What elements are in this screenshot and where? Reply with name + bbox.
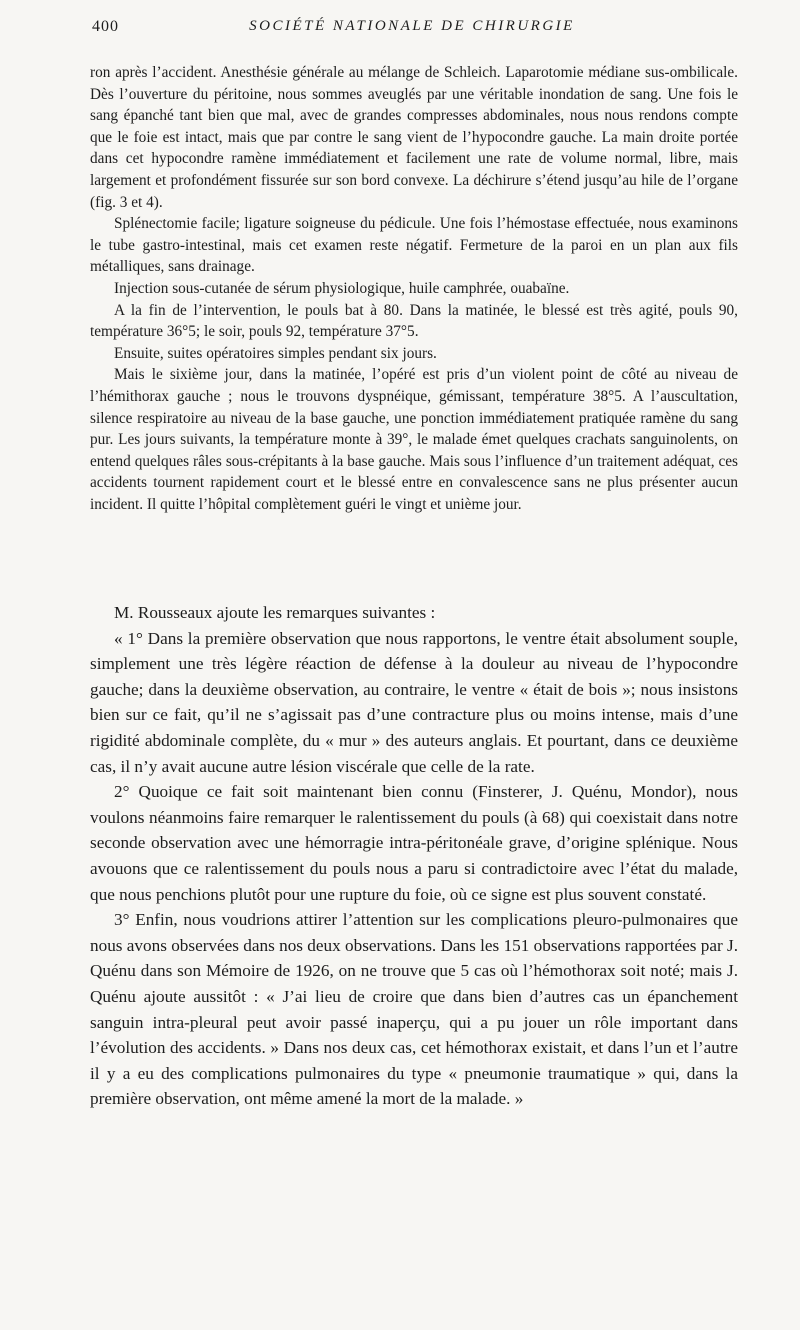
- observation-text: [90, 62, 738, 515]
- paragraph: Ensuite, suites opératoires simples pendant six jours.: [114, 344, 437, 362]
- remarks-text: [90, 600, 738, 1112]
- running-title: SOCIÉTÉ NATIONALE DE CHIRURGIE: [249, 18, 575, 34]
- paragraph: ron après l’accident. Anesthésie générale au mélange de Schleich. Laparotomie médiane sus-ombilicale. Dès l’ouverture du péritoine, nous sommes aveuglés par une véritable inondation de sang. Une fois le sang épanché tant bien que mal, avec de grandes compresses abdominales, nous nous rendons compte que le foie est intact, mais que par contre le sang vient de l’hypocondre gauche. La main droite portée dans cet hypocondre ramène immédiatement et facilement une rate de volume normal, libre, mais largement et profondément fissurée sur son bord convexe. La déchirure s’étend jusqu’au hile de l’organe (fig. 3 et 4).: [90, 64, 738, 211]
- paragraph: 2° Quoique ce fait soit maintenant bien connu (Finsterer, J. Quénu, Mondor), nous voulons néanmoins faire remarquer le ralentissement du pouls (à 68) qui coexistait dans notre seconde observation avec une hémorragie intra-péritonéale grave, d’origine splénique. Nous avouons que ce ralentissement du pouls nous a paru si contradictoire avec l’état du malade, que nous penchions plutôt pour une rupture du foie, où ce signe est plus souvent constaté.: [90, 782, 738, 904]
- paragraph: « 1° Dans la première observation que nous rapportons, le ventre était absolument souple, simplement une très légère réaction de défense à la douleur au niveau de l’hypocondre gauche; dans la deuxième observation, au contraire, le ventre « était de bois »; nous insistons bien sur ce fait, qu’il ne s’agissait pas d’une contracture plus ou moins intense, mais d’une rigidité abdominale complète, du « mur » des auteurs anglais. Et pourtant, dans ce deuxième cas, il n’y avait aucune autre lésion viscérale que celle de la rate.: [90, 628, 738, 776]
- paragraph: Injection sous-cutanée de sérum physiologique, huile camphrée, ouabaïne.: [114, 279, 570, 297]
- paragraph: M. Rousseaux ajoute les remarques suivantes :: [114, 603, 436, 622]
- page-number: 400: [92, 18, 119, 35]
- page-header: [92, 18, 732, 44]
- paragraph: Splénectomie facile; ligature soigneuse du pédicule. Une fois l’hémostase effectuée, nous examinons le tube gastro-intestinal, mais cet examen reste négatif. Fermeture de la paroi en un plan aux fils métalliques, sans drainage.: [90, 215, 738, 276]
- paragraph: Mais le sixième jour, dans la matinée, l’opéré est pris d’un violent point de côté au niveau de l’hémithorax gauche ; nous le trouvons dyspnéique, gémissant, température 38°5. A l’auscultation, silence respiratoire au niveau de la base gauche, une ponction immédiatement pratiquée ramène du sang pur. Les jours suivants, la température monte à 39°, le malade émet quelques crachats sanguinolents, on entend quelques râles sous-crépitants à la base gauche. Mais sous l’influence d’un traitement adéquat, ces accidents tournent rapidement court et le blessé entre en convalescence sans ne plus présenter aucun incident. Il quitte l’hôpital complètement guéri le vingt et unième jour.: [90, 366, 738, 513]
- paragraph: A la fin de l’intervention, le pouls bat à 80. Dans la matinée, le blessé est très agité, pouls 90, température 36°5; le soir, pouls 92, température 37°5.: [90, 301, 738, 341]
- paragraph: 3° Enfin, nous voudrions attirer l’attention sur les complications pleuro-pulmonaires que nous avons observées dans nos deux observations. Dans les 151 observations rapportées par J. Quénu dans son Mémoire de 1926, on ne trouve que 5 cas où l’hémothorax soit noté; mais J. Quénu ajoute aussitôt : « J’ai lieu de croire que dans bien d’autres cas un épanchement sanguin intra-pleural peut avoir passé inaperçu, qui a pu jouer un rôle important dans l’évolution des accidents. » Dans nos deux cas, cet hémothorax existait, et dans l’un et l’autre il y a eu des complications pulmonaires du type « pneumonie traumatique » qui, dans la première observation, ont même amené la mort de la malade. »: [90, 910, 738, 1109]
